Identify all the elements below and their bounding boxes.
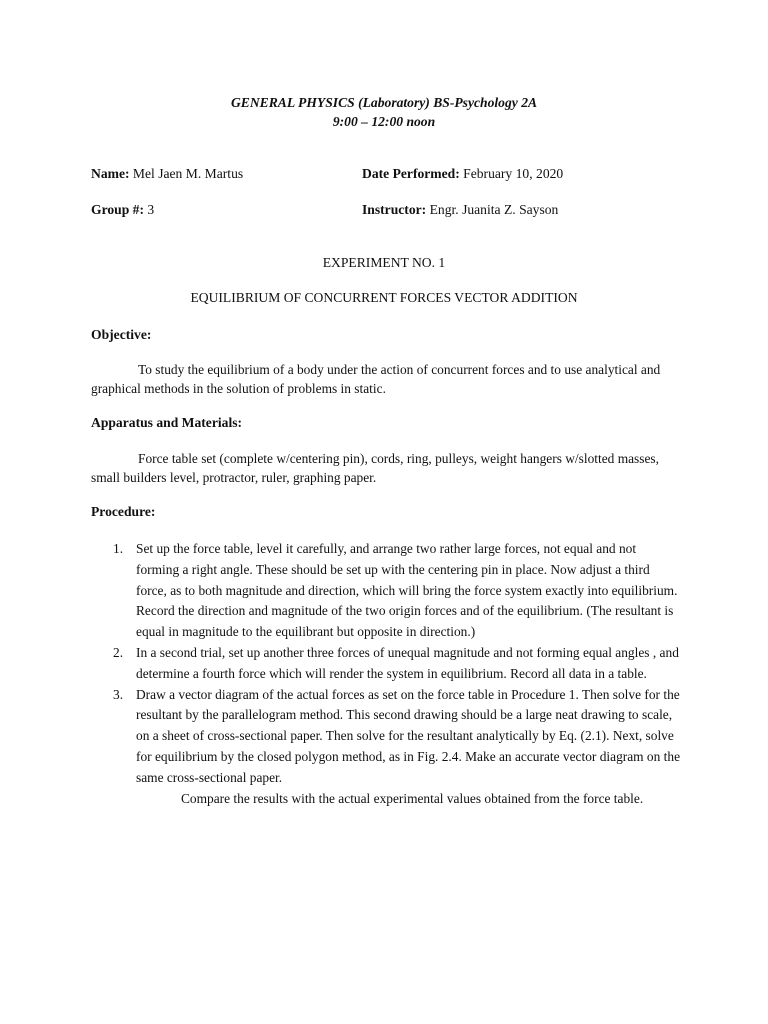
instructor-label: Instructor: xyxy=(362,202,427,217)
procedure-heading: Procedure: xyxy=(91,504,156,519)
apparatus-text: Force table set (complete w/centering pin), cords, ring, pulleys, weight hangers w/slotted masses, small builders level, protractor, ruler, graphing paper. xyxy=(91,451,659,485)
procedure-item xyxy=(91,539,681,643)
date-value: February 10, 2020 xyxy=(463,166,564,181)
procedure-item-text: In a second trial, set up another three forces of unequal magnitude and not forming equal angles , and determine a fourth force which will render the system in equilibrium. Record all data in a table. xyxy=(136,644,679,681)
apparatus-heading: Apparatus and Materials: xyxy=(91,415,243,430)
group-label: Group #: xyxy=(91,202,145,217)
group-field xyxy=(91,202,154,218)
name-field xyxy=(91,166,243,182)
name-value: Mel Jaen M. Martus xyxy=(132,166,244,181)
experiment-title: EQUILIBRIUM OF CONCURRENT FORCES VECTOR ADDITION xyxy=(190,290,578,305)
experiment-number: EXPERIMENT NO. 1 xyxy=(322,255,446,270)
procedure-item xyxy=(91,643,681,685)
instructor-value: Engr. Juanita Z. Sayson xyxy=(429,202,559,217)
group-value: 3 xyxy=(147,202,155,217)
objective-heading: Objective: xyxy=(91,327,152,342)
procedure-item-note: Compare the results with the actual experimental values obtained from the force table. xyxy=(181,790,644,806)
date-field xyxy=(362,166,563,182)
procedure-list xyxy=(91,539,681,809)
instructor-field xyxy=(362,202,558,218)
procedure-item-text: Set up the force table, level it carefully, and arrange two rather large forces, not equal and not forming a right angle. These should be set up with the centering pin in place. Now adjust a third force, as to both magnitude and direction, which will bring the force system exactly into equilibrium. Record the direction and magnitude of the two origin forces and of the equilibrium. (The resultant is equal in magnitude to the equilibrant but opposite in direction.) xyxy=(136,541,678,640)
objective-text: To study the equilibrium of a body under the action of concurrent forces and to use analytical and graphical methods in the solution of problems in static. xyxy=(91,362,661,396)
course-title: GENERAL PHYSICS (Laboratory) BS-Psychology 2A xyxy=(230,95,538,110)
class-schedule: 9:00 – 12:00 noon xyxy=(332,114,436,129)
procedure-item-number: 2. xyxy=(113,644,124,660)
date-label: Date Performed: xyxy=(362,166,460,181)
name-label: Name: xyxy=(91,166,130,181)
procedure-item-number: 1. xyxy=(113,541,124,556)
procedure-item xyxy=(91,685,681,810)
procedure-item-text: Draw a vector diagram of the actual forces as set on the force table in Procedure 1. Then solve for the resultant by the parallelogram method. This second drawing should be a large neat drawing to scale, on a sheet of cross-sectional paper. Then solve for the resultant analytically by Eq. (2.1). Next, solve for equilibrium by the closed polygon method, as in Fig. 2.4. Make an accurate vector diagram on the same cross-sectional paper. xyxy=(136,686,681,785)
procedure-item-number: 3. xyxy=(113,686,124,702)
